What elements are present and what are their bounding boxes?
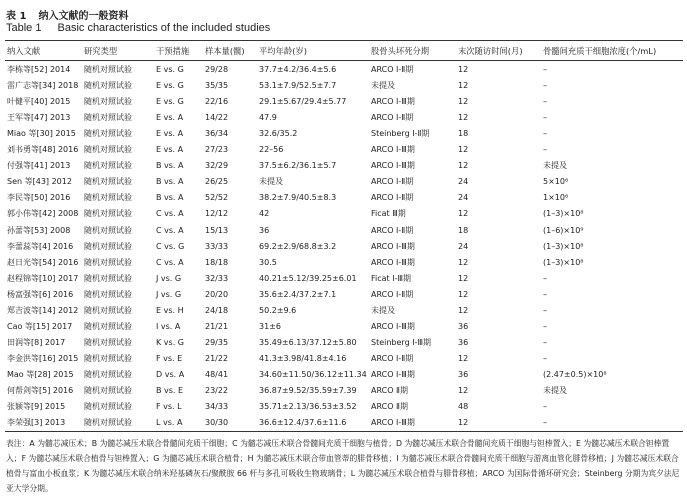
cell-sample-size: 18/18 [205,257,229,267]
table-row [0,110,687,126]
cell-intervention: E vs. H [156,305,184,315]
cell-intervention: E vs. G [156,97,184,107]
cell-mean-age: 42 [259,209,270,219]
cell-cell-concentration: – [543,129,547,139]
cell-design: 随机对照试验 [84,321,132,331]
cell-mean-age: 29.1±5.67/29.4±5.77 [259,97,347,107]
cell-intervention: C vs. A [156,209,184,219]
table-top-rule [5,40,683,41]
cell-cell-concentration: – [543,321,547,331]
cell-study: 李荣强[3] 2013 [7,418,66,428]
cell-follow-up: 36 [458,337,469,347]
cell-design: 随机对照试验 [84,257,132,267]
cell-study: 田润等[8] 2017 [7,337,66,347]
cell-stage: Ficat Ⅰ-Ⅲ期 [371,273,411,283]
header-cell-concentration: 骨髓间充质干细胞浓度(个/mL) [543,46,657,56]
cell-design: 随机对照试验 [84,305,132,315]
cell-design: 随机对照试验 [84,145,132,155]
cell-follow-up: 12 [458,65,469,74]
cell-follow-up: 12 [458,289,469,299]
cell-follow-up: 24 [458,241,469,251]
cell-design: 随机对照试验 [84,193,132,203]
cell-stage: ARCO Ⅰ-Ⅲ期 [371,321,415,331]
cell-follow-up: 48 [458,402,469,412]
cell-study: 张颖等[9] 2015 [7,402,66,412]
cell-design: 随机对照试验 [84,177,132,187]
cell-study: 李金洪等[16] 2015 [7,353,79,363]
table-row [0,287,687,303]
cell-cell-concentration: 1×10⁶ [543,193,569,203]
cell-cell-concentration: 5×10⁶ [543,177,569,187]
table-number-cn: 表 1 [6,11,27,22]
cell-study: 郭小伟等[42] 2008 [7,209,79,219]
cell-cell-concentration: – [543,81,547,91]
cell-design: 随机对照试验 [84,337,132,347]
cell-design: 随机对照试验 [84,241,132,251]
cell-stage: ARCO Ⅰ-Ⅱ期 [371,289,414,299]
cell-stage: ARCO Ⅱ期 [371,402,408,412]
cell-study: 赵日光等[54] 2016 [7,257,79,267]
table-row [0,383,687,399]
cell-cell-concentration: – [543,113,547,123]
cell-sample-size: 15/13 [205,225,229,235]
cell-study: 孙蕾等[53] 2008 [7,225,71,235]
cell-follow-up: 36 [458,369,469,379]
cell-intervention: B vs. A [156,161,184,171]
cell-cell-concentration: (1–3)×10⁸ [543,241,584,251]
cell-cell-concentration: – [543,65,547,74]
cell-study: 李民等[50] 2016 [7,193,71,203]
cell-follow-up: 12 [458,81,469,91]
cell-follow-up: 12 [458,305,469,315]
table-row [0,335,687,351]
cell-intervention: J vs. G [156,273,182,283]
cell-mean-age: 36.6±12.4/37.6±11.6 [259,418,347,428]
cell-stage: ARCO Ⅰ-Ⅱ期 [371,193,414,203]
cell-mean-age: 37.7±4.2/36.4±5.6 [259,65,337,74]
cell-intervention: C vs. A [156,225,184,235]
cell-follow-up: 12 [458,273,469,283]
cell-stage: Steinberg Ⅰ-Ⅲ期 [371,337,431,347]
cell-cell-concentration: (1–3)×10⁸ [543,209,584,219]
cell-study: Sen 等[43] 2012 [7,177,72,187]
cell-design: 随机对照试验 [84,209,132,219]
cell-sample-size: 12/12 [205,209,229,219]
cell-sample-size: 24/18 [205,305,229,315]
cell-study: Miao 等[30] 2015 [7,129,76,139]
cell-stage: ARCO Ⅰ-Ⅲ期 [371,145,415,155]
cell-cell-concentration: 未提及 [543,161,567,171]
table-row [0,271,687,287]
cell-stage: ARCO Ⅰ-Ⅱ期 [371,225,414,235]
cell-mean-age: 69.2±2.9/68.8±3.2 [259,241,337,251]
cell-cell-concentration: – [543,305,547,315]
cell-design: 随机对照试验 [84,273,132,283]
cell-design: 随机对照试验 [84,97,132,107]
table-header-row [0,43,687,59]
cell-design: 随机对照试验 [84,81,132,91]
cell-intervention: D vs. A [156,369,185,379]
cell-study: Mao 等[28] 2015 [7,369,74,379]
cell-study: 杨富强等[6] 2016 [7,289,74,299]
cell-intervention: B vs. A [156,193,184,203]
cell-cell-concentration: – [543,418,547,428]
table-row [0,399,687,415]
cell-mean-age: 37.5±6.2/36.1±5.7 [259,161,337,171]
header-follow-up: 末次随访时间(月) [458,46,523,56]
cell-study: 李蕾蕊等[4] 2016 [7,241,74,251]
table-row [0,239,687,255]
cell-intervention: L vs. A [156,418,183,428]
cell-design: 随机对照试验 [84,369,132,379]
cell-cell-concentration: – [543,145,547,155]
cell-stage: Steinberg Ⅰ-Ⅱ期 [371,129,430,139]
cell-stage: ARCO Ⅰ-Ⅱ期 [371,65,414,74]
cell-intervention: E vs. G [156,65,184,74]
cell-stage: 未提及 [371,305,395,315]
header-intervention: 干预措施 [156,46,190,56]
cell-cell-concentration: – [543,402,547,412]
cell-sample-size: 32/33 [205,273,229,283]
cell-follow-up: 24 [458,177,469,187]
cell-mean-age: 36 [259,225,270,235]
cell-cell-concentration: – [543,97,547,107]
cell-design: 随机对照试验 [84,386,132,395]
cell-follow-up: 12 [458,386,469,395]
cell-cell-concentration: (2.47±0.5)×10⁸ [543,369,607,379]
table-row [0,78,687,94]
table-bottom-rule [5,431,683,432]
cell-mean-age: 50.2±9.6 [259,305,297,315]
cell-sample-size: 29/28 [205,65,229,74]
cell-follow-up: 18 [458,129,469,139]
cell-intervention: F vs. E [156,353,183,363]
cell-intervention: C vs. G [156,241,185,251]
cell-sample-size: 30/30 [205,418,229,428]
cell-follow-up: 12 [458,257,469,267]
table-caption-cn [6,7,128,22]
cell-study: 李栋等[52] 2014 [7,65,71,74]
cell-study: Cao 等[15] 2017 [7,321,73,331]
cell-intervention: B vs. E [156,386,184,395]
cell-sample-size: 20/20 [205,289,229,299]
cell-study: 王军等[47] 2013 [7,113,71,123]
cell-design: 随机对照试验 [84,161,132,171]
cell-mean-age: 30.5 [259,257,277,267]
cell-intervention: B vs. A [156,177,184,187]
cell-intervention: F vs. L [156,402,182,412]
cell-design: 随机对照试验 [84,289,132,299]
cell-mean-age: 未提及 [259,177,283,187]
cell-design: 随机对照试验 [84,353,132,363]
table-row [0,303,687,319]
cell-stage: ARCO Ⅰ-Ⅲ期 [371,241,415,251]
cell-sample-size: 21/21 [205,321,229,331]
cell-sample-size: 33/33 [205,241,229,251]
table-row [0,319,687,335]
header-study: 纳入文献 [7,46,41,56]
cell-intervention: E vs. A [156,129,184,139]
cell-stage: Ficat Ⅲ期 [371,209,406,219]
cell-intervention: J vs. G [156,289,182,299]
cell-follow-up: 24 [458,193,469,203]
cell-design: 随机对照试验 [84,225,132,235]
cell-stage: ARCO Ⅰ-Ⅱ期 [371,353,414,363]
cell-sample-size: 23/22 [205,386,229,395]
cell-intervention: E vs. G [156,81,184,91]
table-row [0,62,687,78]
cell-cell-concentration: – [543,273,547,283]
cell-sample-size: 36/34 [205,129,229,139]
cell-sample-size: 32/29 [205,161,229,171]
cell-design: 随机对照试验 [84,402,132,412]
cell-intervention: C vs. A [156,257,184,267]
cell-study: 郑吉波等[14] 2012 [7,305,79,315]
table-footnote: 表注：A 为髓芯减压术；B 为髓芯减压术联合骨髓间充质干细胞；C 为髓芯减压术联合骨髓间充质干细胞与植骨；D 为髓芯减压术联合骨髓间充质干细胞与钽棒置入；E 为髓芯减压术联合钽棒置入；F 为髓芯减压术联合植骨与钽棒置入；G 为髓芯减压术联合植骨；H 为髓芯减压术联合带血管蒂的腓骨移植；I 为髓芯减压术联合骨髓间充质干细胞与游离血管化腓骨移植；J 为髓芯减压术联合植骨与富血小板血浆；K 为髓芯减压术联合纳米羟基磷灰石/聚酰胺 66 杆与多孔可吸收生物玻璃骨；L 为髓芯减压术联合植骨与腓骨移植；ARCO 为国际骨循环研究会；Steinberg 分期为宾夕法尼亚大学分期。 [6,439,680,493]
cell-stage: ARCO Ⅰ-Ⅲ期 [371,97,415,107]
cell-follow-up: 12 [458,418,469,428]
cell-stage: ARCO Ⅱ期 [371,386,408,395]
cell-follow-up: 12 [458,97,469,107]
cell-mean-age: 32.6/35.2 [259,129,298,139]
cell-stage: ARCO Ⅰ-Ⅲ期 [371,257,415,267]
cell-mean-age: 35.49±6.13/37.12±5.80 [259,337,357,347]
cell-study: 赵程锦等[10] 2017 [7,273,79,283]
cell-mean-age: 36.87±9.52/35.59±7.39 [259,386,357,395]
cell-follow-up: 12 [458,161,469,171]
cell-sample-size: 26/25 [205,177,229,187]
cell-stage: ARCO Ⅰ-Ⅲ期 [371,418,415,428]
table-row [0,206,687,222]
table-row [0,126,687,142]
cell-follow-up: 36 [458,321,469,331]
cell-mean-age: 47.9 [259,113,277,123]
table-title-en: Basic characteristics of the included studies [57,22,271,34]
table-row [0,174,687,190]
table-row [0,190,687,206]
cell-intervention: E vs. A [156,113,184,123]
header-sample-size: 样本量(髋) [205,46,245,56]
table-row [0,158,687,174]
cell-cell-concentration: – [543,353,547,363]
cell-follow-up: 12 [458,113,469,123]
cell-sample-size: 34/33 [205,402,229,412]
table-header-rule [5,60,683,61]
cell-mean-age: 38.2±7.9/40.5±8.3 [259,193,337,203]
table-row [0,223,687,239]
cell-mean-age: 31±6 [259,321,281,331]
cell-cell-concentration: – [543,289,547,299]
cell-cell-concentration: 未提及 [543,386,567,395]
cell-stage: ARCO Ⅰ-Ⅲ期 [371,161,415,171]
cell-follow-up: 18 [458,225,469,235]
cell-mean-age: 40.21±5.12/39.25±6.01 [259,273,357,283]
header-mean-age: 平均年龄(岁) [259,46,307,56]
cell-stage: ARCO Ⅰ-Ⅱ期 [371,177,414,187]
cell-stage: ARCO Ⅰ-Ⅲ期 [371,369,415,379]
cell-follow-up: 12 [458,209,469,219]
cell-sample-size: 48/41 [205,369,229,379]
cell-mean-age: 34.60±11.50/36.12±11.34 [259,369,367,379]
cell-cell-concentration: – [543,337,547,347]
cell-design: 随机对照试验 [84,113,132,123]
cell-mean-age: 35.71±2.13/36.53±3.52 [259,402,357,412]
cell-study: 何帮剑等[5] 2016 [7,386,74,395]
cell-study: 刘书勇等[48] 2016 [7,145,79,155]
cell-mean-age: 22–56 [259,145,284,155]
table-row [0,415,687,431]
cell-intervention: K vs. G [156,337,184,347]
cell-cell-concentration: (1–3)×10⁸ [543,257,584,267]
cell-follow-up: 12 [458,353,469,363]
cell-sample-size: 27/23 [205,145,229,155]
cell-stage: ARCO Ⅰ-Ⅱ期 [371,113,414,123]
cell-intervention: E vs. A [156,145,184,155]
cell-mean-age: 41.3±3.98/41.8±4.16 [259,353,347,363]
cell-sample-size: 52/52 [205,193,229,203]
cell-sample-size: 35/35 [205,81,229,91]
table-caption-en [6,22,270,34]
cell-design: 随机对照试验 [84,65,132,74]
cell-sample-size: 29/35 [205,337,229,347]
cell-sample-size: 21/22 [205,353,229,363]
cell-design: 随机对照试验 [84,418,132,428]
cell-cell-concentration: (1–6)×10⁹ [543,225,584,235]
cell-sample-size: 14/22 [205,113,229,123]
cell-follow-up: 12 [458,145,469,155]
table-number-en: Table 1 [6,22,42,34]
cell-study: 雷广志等[34] 2018 [7,81,79,91]
table-row [0,142,687,158]
table-title-cn: 纳入文献的一般资料 [38,11,129,22]
table-row [0,367,687,383]
header-design: 研究类型 [84,46,118,56]
cell-stage: 未提及 [371,81,395,91]
cell-mean-age: 35.6±2.4/37.2±7.1 [259,289,337,299]
cell-intervention: I vs. A [156,321,181,331]
table-row [0,255,687,271]
cell-study: 付强等[41] 2013 [7,161,71,171]
cell-sample-size: 22/16 [205,97,229,107]
header-stage: 股骨头坏死分期 [371,46,430,56]
table-row [0,94,687,110]
cell-design: 随机对照试验 [84,129,132,139]
table-row [0,351,687,367]
cell-study: 叶健平[40] 2015 [7,97,71,107]
cell-mean-age: 53.1±7.9/52.5±7.7 [259,81,337,91]
